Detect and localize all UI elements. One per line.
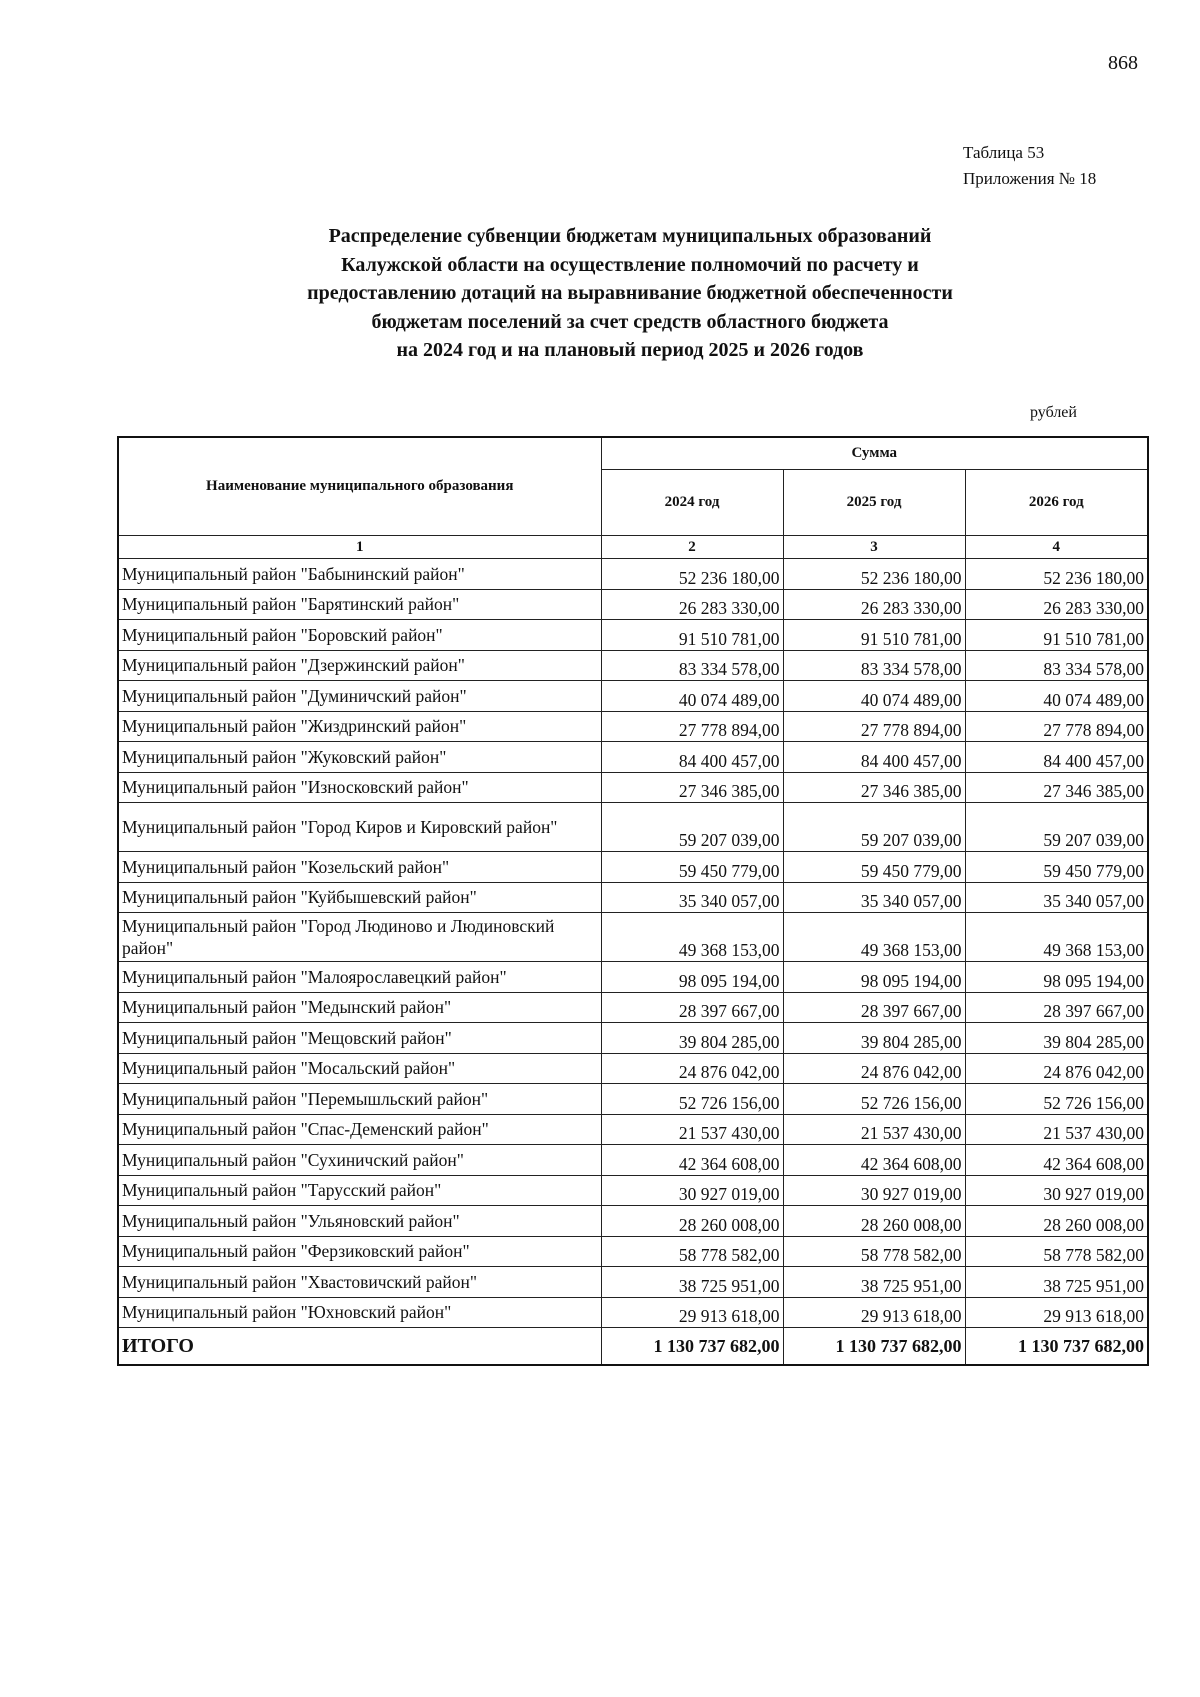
title-line: бюджетам поселений за счет средств областного бюджета: [371, 310, 889, 333]
amount-2026: 59 207 039,00: [965, 803, 1148, 852]
amount-2024: 91 510 781,00: [601, 620, 783, 651]
municipality-name: Муниципальный район "Жуковский район": [118, 742, 601, 773]
table-row: [118, 913, 1148, 962]
amount-2024: 40 074 489,00: [601, 681, 783, 712]
amount-2026: 83 334 578,00: [965, 650, 1148, 681]
table-row: [118, 962, 1148, 993]
amount-2024: 28 397 667,00: [601, 992, 783, 1023]
amount-2025: 59 207 039,00: [783, 803, 965, 852]
table-row: [118, 772, 1148, 803]
amount-2024: 58 778 582,00: [601, 1236, 783, 1267]
table-row: [118, 852, 1148, 883]
amount-2024: 84 400 457,00: [601, 742, 783, 773]
page-number: 868: [1108, 52, 1138, 74]
amount-2026: 30 927 019,00: [965, 1175, 1148, 1206]
table-row: [118, 711, 1148, 742]
table-reference: [963, 140, 1096, 192]
amount-2024: 52 236 180,00: [601, 559, 783, 590]
municipality-name: Муниципальный район "Бабынинский район": [118, 559, 601, 590]
table-row: [118, 1236, 1148, 1267]
amount-2025: 27 778 894,00: [783, 711, 965, 742]
amount-2024: 24 876 042,00: [601, 1053, 783, 1084]
municipality-name: Муниципальный район "Ферзиковский район": [118, 1236, 601, 1267]
amount-2024: 38 725 951,00: [601, 1267, 783, 1298]
header-2024: 2024 год: [601, 469, 783, 535]
column-number: 4: [965, 536, 1148, 559]
amount-2026: 52 726 156,00: [965, 1084, 1148, 1115]
amount-2024: 59 207 039,00: [601, 803, 783, 852]
amount-2024: 30 927 019,00: [601, 1175, 783, 1206]
table-row: [118, 742, 1148, 773]
amount-2025: 84 400 457,00: [783, 742, 965, 773]
amount-2025: 27 346 385,00: [783, 772, 965, 803]
amount-2026: 27 346 385,00: [965, 772, 1148, 803]
header-2025: 2025 год: [783, 469, 965, 535]
amount-2024: 42 364 608,00: [601, 1145, 783, 1176]
amount-2024: 21 537 430,00: [601, 1114, 783, 1145]
municipality-name: Муниципальный район "Дзержинский район": [118, 650, 601, 681]
municipality-name: Муниципальный район "Козельский район": [118, 852, 601, 883]
table-row: [118, 1084, 1148, 1115]
table-row: [118, 681, 1148, 712]
amount-2024: 35 340 057,00: [601, 882, 783, 913]
amount-2024: 26 283 330,00: [601, 589, 783, 620]
table-row: [118, 1145, 1148, 1176]
amount-2026: 27 778 894,00: [965, 711, 1148, 742]
amount-2025: 30 927 019,00: [783, 1175, 965, 1206]
title-line: предоставлению дотаций на выравнивание бюджетной обеспеченности: [307, 282, 953, 304]
total-row: [118, 1328, 1148, 1366]
amount-2025: 39 804 285,00: [783, 1023, 965, 1054]
amount-2026: 40 074 489,00: [965, 681, 1148, 712]
amount-2026: 39 804 285,00: [965, 1023, 1148, 1054]
amount-2026: 84 400 457,00: [965, 742, 1148, 773]
amount-2025: 40 074 489,00: [783, 681, 965, 712]
amount-2025: 28 397 667,00: [783, 992, 965, 1023]
table-row: [118, 559, 1148, 590]
municipality-name: Муниципальный район "Малоярославецкий район": [118, 962, 601, 993]
amount-2025: 29 913 618,00: [783, 1297, 965, 1328]
appendix-number: Приложения № 18: [963, 169, 1097, 188]
amount-2025: 83 334 578,00: [783, 650, 965, 681]
column-number: 1: [118, 536, 601, 559]
municipality-name: Муниципальный район "Город Киров и Кировский район": [118, 803, 601, 852]
municipality-name: Муниципальный район "Износковский район": [118, 772, 601, 803]
amount-2025: 21 537 430,00: [783, 1114, 965, 1145]
header-2026: 2026 год: [965, 469, 1148, 535]
table-row: [118, 1206, 1148, 1237]
amount-2024: 28 260 008,00: [601, 1206, 783, 1237]
amount-2026: 35 340 057,00: [965, 882, 1148, 913]
table-row: [118, 1175, 1148, 1206]
amount-2026: 28 260 008,00: [965, 1206, 1148, 1237]
table-row: [118, 650, 1148, 681]
units-label: рублей: [1030, 404, 1077, 421]
municipality-name: Муниципальный район "Перемышльский район": [118, 1084, 601, 1115]
municipality-name: Муниципальный район "Мещовский район": [118, 1023, 601, 1054]
table-row: [118, 992, 1148, 1023]
municipality-name: Муниципальный район "Ульяновский район": [118, 1206, 601, 1237]
municipality-name: Муниципальный район "Боровский район": [118, 620, 601, 651]
municipality-name: Муниципальный район "Юхновский район": [118, 1297, 601, 1328]
total-2024: 1 130 737 682,00: [601, 1328, 783, 1366]
amount-2026: 21 537 430,00: [965, 1114, 1148, 1145]
amount-2024: 83 334 578,00: [601, 650, 783, 681]
column-number: 3: [783, 536, 965, 559]
table-row: [118, 882, 1148, 913]
subvention-table: [117, 436, 1149, 1366]
table-row: [118, 589, 1148, 620]
table-row: [118, 1267, 1148, 1298]
amount-2025: 52 726 156,00: [783, 1084, 965, 1115]
municipality-name: Муниципальный район "Думиничский район": [118, 681, 601, 712]
header-sum: Сумма: [601, 437, 1148, 469]
table-row: [118, 1297, 1148, 1328]
title-line: на 2024 год и на плановый период 2025 и 2026 годов: [396, 339, 864, 361]
amount-2025: 35 340 057,00: [783, 882, 965, 913]
amount-2024: 59 450 779,00: [601, 852, 783, 883]
table-row: [118, 620, 1148, 651]
total-2026: 1 130 737 682,00: [965, 1328, 1148, 1366]
municipality-name: Муниципальный район "Сухиничский район": [118, 1145, 601, 1176]
column-number: 2: [601, 536, 783, 559]
amount-2026: 49 368 153,00: [965, 913, 1148, 962]
amount-2026: 91 510 781,00: [965, 620, 1148, 651]
amount-2026: 24 876 042,00: [965, 1053, 1148, 1084]
table-row: [118, 1023, 1148, 1054]
header-name: Наименование муниципального образования: [118, 437, 601, 536]
table-row: [118, 1114, 1148, 1145]
municipality-name: Муниципальный район "Тарусский район": [118, 1175, 601, 1206]
amount-2026: 26 283 330,00: [965, 589, 1148, 620]
amount-2026: 52 236 180,00: [965, 559, 1148, 590]
municipality-name: Муниципальный район "Жиздринский район": [118, 711, 601, 742]
amount-2025: 42 364 608,00: [783, 1145, 965, 1176]
table-row: [118, 1053, 1148, 1084]
amount-2025: 91 510 781,00: [783, 620, 965, 651]
table-number: Таблица 53: [963, 143, 1045, 162]
amount-2026: 29 913 618,00: [965, 1297, 1148, 1328]
total-2025: 1 130 737 682,00: [783, 1328, 965, 1366]
amount-2024: 29 913 618,00: [601, 1297, 783, 1328]
amount-2026: 98 095 194,00: [965, 962, 1148, 993]
municipality-name: Муниципальный район "Барятинский район": [118, 589, 601, 620]
table-row: [118, 803, 1148, 852]
amount-2026: 59 450 779,00: [965, 852, 1148, 883]
municipality-name: Муниципальный район "Медынский район": [118, 992, 601, 1023]
amount-2026: 58 778 582,00: [965, 1236, 1148, 1267]
amount-2026: 38 725 951,00: [965, 1267, 1148, 1298]
amount-2024: 39 804 285,00: [601, 1023, 783, 1054]
amount-2024: 52 726 156,00: [601, 1084, 783, 1115]
amount-2024: 98 095 194,00: [601, 962, 783, 993]
table-body: [118, 559, 1148, 1328]
amount-2024: 27 778 894,00: [601, 711, 783, 742]
amount-2025: 38 725 951,00: [783, 1267, 965, 1298]
total-label: ИТОГО: [118, 1328, 601, 1366]
amount-2024: 27 346 385,00: [601, 772, 783, 803]
amount-2025: 49 368 153,00: [783, 913, 965, 962]
title-line: Распределение субвенции бюджетам муниципальных образований: [328, 225, 932, 247]
amount-2025: 52 236 180,00: [783, 559, 965, 590]
amount-2025: 58 778 582,00: [783, 1236, 965, 1267]
amount-2026: 28 397 667,00: [965, 992, 1148, 1023]
amount-2025: 59 450 779,00: [783, 852, 965, 883]
amount-2025: 98 095 194,00: [783, 962, 965, 993]
municipality-name: Муниципальный район "Спас-Деменский район": [118, 1114, 601, 1145]
amount-2024: 49 368 153,00: [601, 913, 783, 962]
title-line: Калужской области на осуществление полномочий по расчету и: [341, 253, 919, 276]
municipality-name: Муниципальный район "Хвастовичский район": [118, 1267, 601, 1298]
document-title: [200, 222, 1060, 365]
municipality-name: Муниципальный район "Город Людиново и Людиновский район": [118, 913, 601, 962]
amount-2026: 42 364 608,00: [965, 1145, 1148, 1176]
amount-2025: 26 283 330,00: [783, 589, 965, 620]
amount-2025: 24 876 042,00: [783, 1053, 965, 1084]
municipality-name: Муниципальный район "Мосальский район": [118, 1053, 601, 1084]
amount-2025: 28 260 008,00: [783, 1206, 965, 1237]
municipality-name: Муниципальный район "Куйбышевский район": [118, 882, 601, 913]
